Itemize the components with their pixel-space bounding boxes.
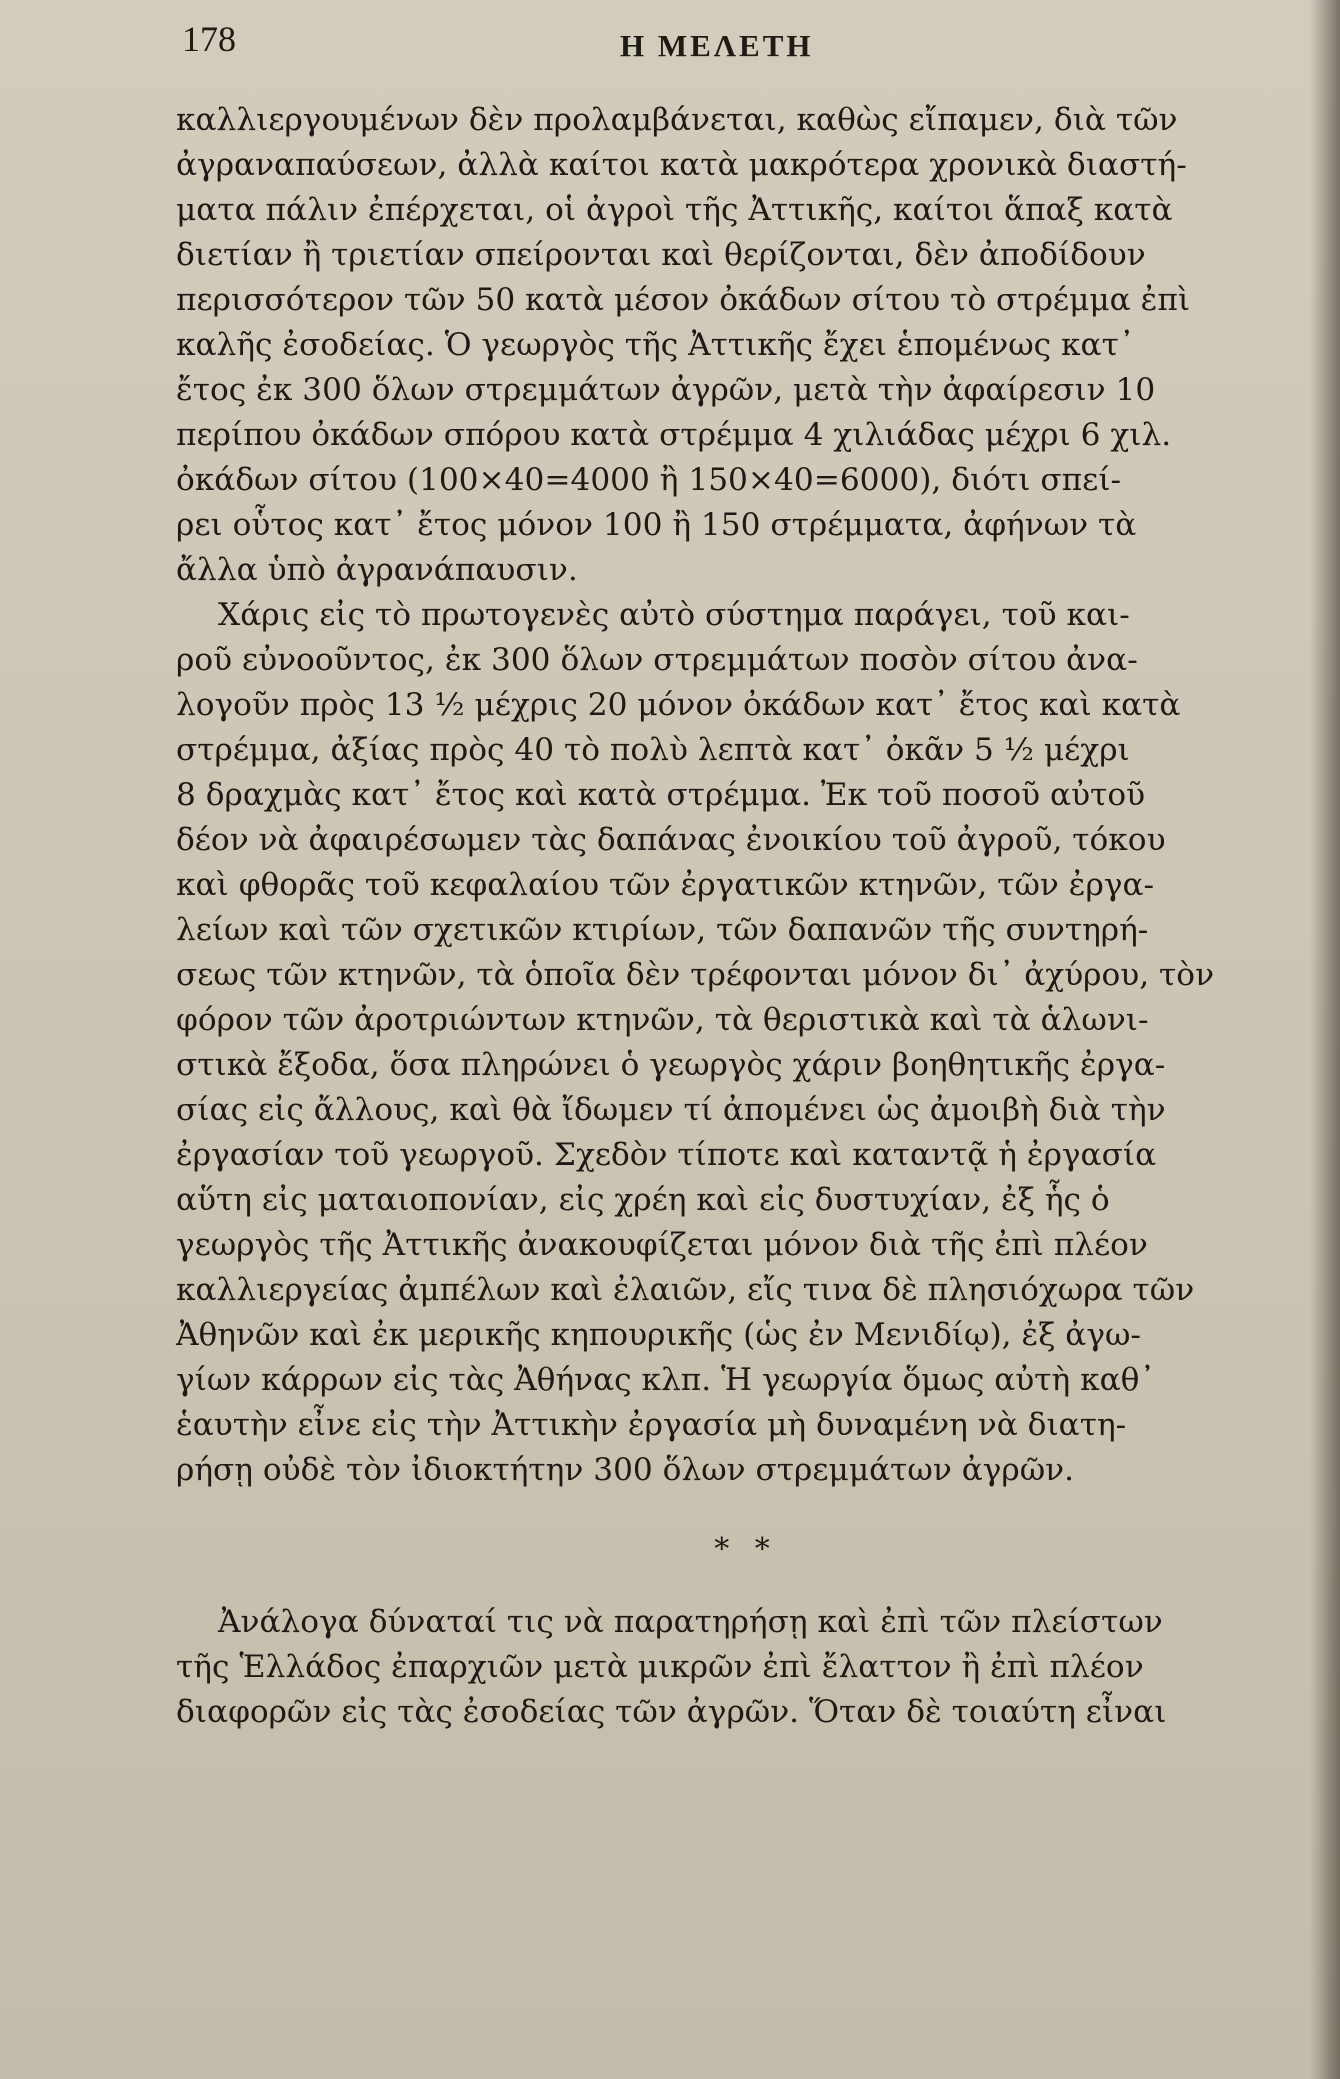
text-line: καλῆς ἐσοδείας. Ὁ γεωργὸς τῆς Ἀττικῆς ἔχει ἑπομένως κατ᾿: [176, 327, 1135, 363]
text-line: Ἀνάλογα δύναταί τις νὰ παρατηρήσῃ καὶ ἐπὶ τῶν πλείστων: [218, 1604, 1163, 1640]
text-line: σίας εἰς ἄλλους, καὶ θὰ ἴδωμεν τί ἀπομένει ὡς ἀμοιβὴ διὰ τὴν: [176, 1092, 1166, 1128]
text-line: ματα πάλιν ἐπέρχεται, οἱ ἀγροὶ τῆς Ἀττικῆς, καίτοι ἅπαξ κατὰ: [176, 192, 1173, 228]
text-line: σεως τῶν κτηνῶν, τὰ ὁποῖα δὲν τρέφονται μόνον δι᾿ ἀχύρου, τὸν: [176, 957, 1215, 993]
text-line: λείων καὶ τῶν σχετικῶν κτιρίων, τῶν δαπανῶν τῆς συντηρή-: [176, 912, 1149, 948]
text-line: διαφορῶν εἰς τὰς ἐσοδείας τῶν ἀγρῶν. Ὅταν δὲ τοιαύτη εἶναι: [176, 1694, 1167, 1730]
body-text: [176, 98, 1276, 1735]
paragraph-1: [176, 98, 1276, 593]
text-line: Χάρις εἰς τὸ πρωτογενὲς αὐτὸ σύστημα παράγει, τοῦ και-: [218, 597, 1130, 633]
running-title: Η ΜΕΛΕΤΗ: [620, 28, 814, 63]
text-line: ἀγραναπαύσεων, ἀλλὰ καίτοι κατὰ μακρότερα χρονικὰ διαστή-: [176, 147, 1187, 183]
page-number: 178: [182, 19, 236, 59]
text-line: ὀκάδων σίτου (100×40=4000 ἢ 150×40=6000), διότι σπεί-: [176, 462, 1122, 498]
text-line: ἑαυτὴν εἶνε εἰς τὴν Ἀττικὴν ἐργασία μὴ δυναμένη νὰ διατη-: [176, 1407, 1127, 1443]
text-line: ρει οὗτος κατ᾿ ἔτος μόνον 100 ἢ 150 στρέμματα, ἀφήνων τὰ: [176, 507, 1137, 543]
text-line: 8 δραχμὰς κατ᾿ ἔτος καὶ κατὰ στρέμμα. Ἐκ τοῦ ποσοῦ αὐτοῦ: [176, 777, 1146, 813]
text-line: καλλιεργείας ἀμπέλων καὶ ἐλαιῶν, εἴς τινα δὲ πλησιόχωρα τῶν: [176, 1272, 1195, 1308]
text-line: Ἀθηνῶν καὶ ἐκ μερικῆς κηπουρικῆς (ὡς ἐν Μενιδίῳ), ἐξ ἀγω-: [176, 1317, 1141, 1353]
text-line: ἔτος ἐκ 300 ὅλων στρεμμάτων ἀγρῶν, μετὰ τὴν ἀφαίρεσιν 10: [176, 372, 1156, 408]
text-line: ρήσῃ οὐδὲ τὸν ἰδιοκτήτην 300 ὅλων στρεμμάτων ἀγρῶν.: [176, 1452, 1075, 1488]
text-line: στρέμμα, ἀξίας πρὸς 40 τὸ πολὺ λεπτὰ κατ᾿ ὀκᾶν 5 ½ μέχρι: [176, 732, 1130, 768]
text-line: διετίαν ἢ τριετίαν σπείρονται καὶ θερίζονται, δὲν ἀποδίδουν: [176, 237, 1146, 273]
text-line: ἐργασίαν τοῦ γεωργοῦ. Σχεδὸν τίποτε καὶ καταντᾷ ἡ ἐργασία: [176, 1137, 1157, 1173]
text-line: ροῦ εὐνοοῦντος, ἐκ 300 ὅλων στρεμμάτων ποσὸν σίτου ἀνα-: [176, 642, 1138, 678]
text-line: καὶ φθορᾶς τοῦ κεφαλαίου τῶν ἐργατικῶν κτηνῶν, τῶν ἐργα-: [176, 867, 1155, 903]
text-line: γίων κάρρων εἰς τὰς Ἀθήνας κλπ. Ἡ γεωργία ὅμως αὐτὴ καθ᾿: [176, 1362, 1156, 1398]
text-line: λογοῦν πρὸς 13 ½ μέχρις 20 μόνον ὀκάδων κατ᾿ ἔτος καὶ κατὰ: [176, 687, 1181, 723]
paragraph-2: [176, 593, 1276, 1493]
text-line: δέον νὰ ἀφαιρέσωμεν τὰς δαπάνας ἐνοικίου τοῦ ἀγροῦ, τόκου: [176, 822, 1166, 858]
text-line: καλλιεργουμένων δὲν προλαμβάνεται, καθὼς εἴπαμεν, διὰ τῶν: [176, 102, 1178, 138]
text-line: ἄλλα ὑπὸ ἀγρανάπαυσιν.: [176, 552, 578, 588]
page-header: [0, 18, 1340, 78]
text-line: στικὰ ἔξοδα, ὅσα πληρώνει ὁ γεωργὸς χάριν βοηθητικῆς ἐργα-: [176, 1047, 1166, 1083]
section-gap: [176, 1493, 1276, 1521]
text-line: τῆς Ἑλλάδος ἐπαρχιῶν μετὰ μικρῶν ἐπὶ ἔλαττον ἢ ἐπὶ πλέον: [176, 1649, 1144, 1685]
text-line: περίπου ὀκάδων σπόρου κατὰ στρέμμα 4 χιλιάδας μέχρι 6 χιλ.: [176, 417, 1172, 453]
section-separator: * *: [714, 1532, 778, 1567]
paragraph-3: [176, 1600, 1276, 1735]
page-edge-shadow: [1310, 0, 1340, 2079]
text-line: γεωργὸς τῆς Ἀττικῆς ἀνακουφίζεται μόνον διὰ τῆς ἐπὶ πλέον: [176, 1227, 1148, 1263]
text-line: αὕτη εἰς ματαιοπονίαν, εἰς χρέη καὶ εἰς δυστυχίαν, ἐξ ἧς ὁ: [176, 1182, 1110, 1218]
text-line: φόρον τῶν ἀροτριώντων κτηνῶν, τὰ θεριστικὰ καὶ τὰ ἁλωνι-: [176, 1002, 1149, 1038]
text-line: περισσότερον τῶν 50 κατὰ μέσον ὀκάδων σίτου τὸ στρέμμα ἐπὶ: [176, 282, 1191, 318]
